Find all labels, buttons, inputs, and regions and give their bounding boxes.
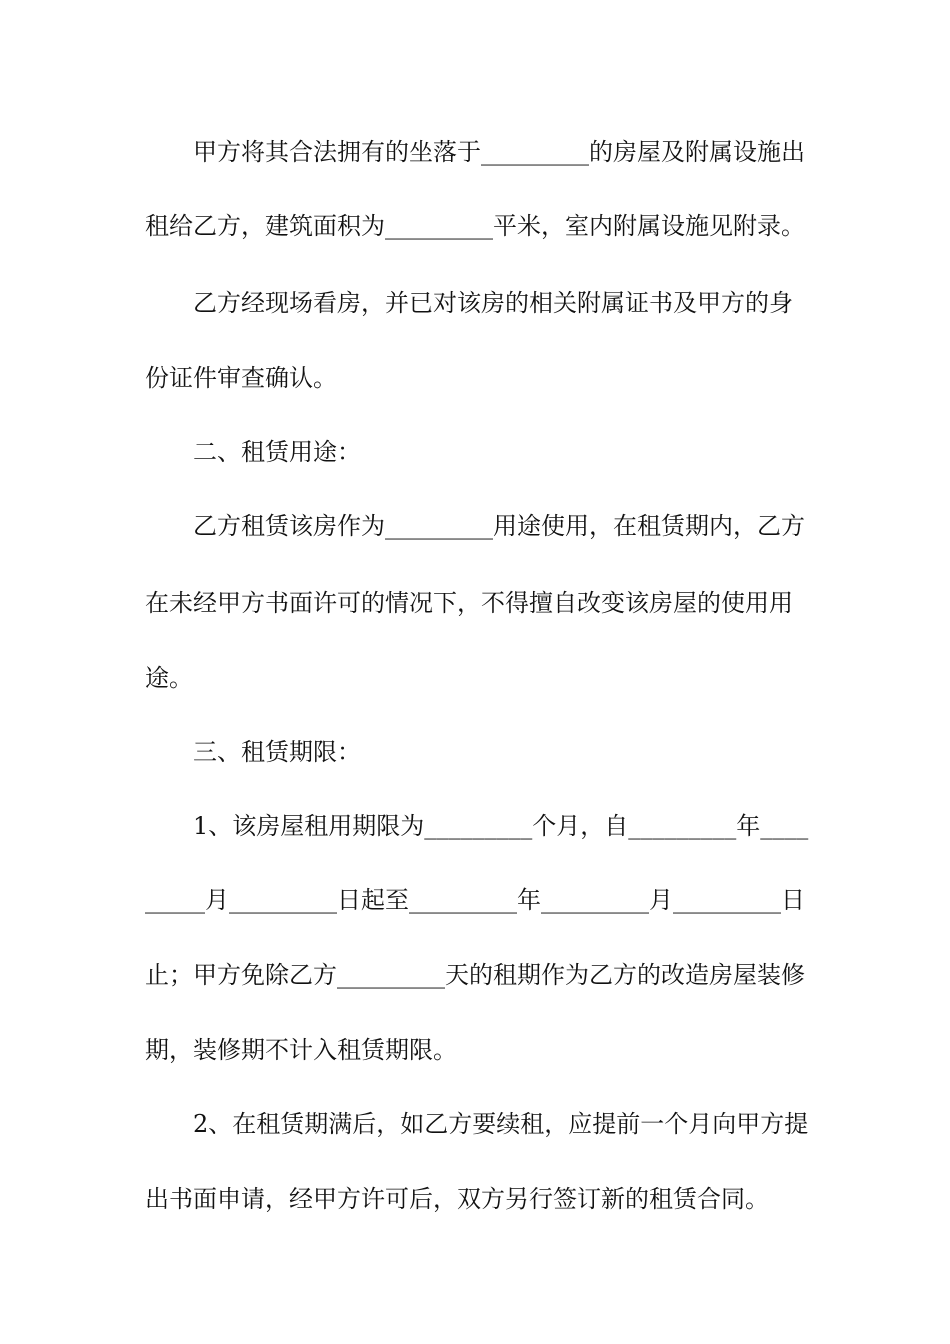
text-line: 乙方经现场看房，并已对该房的相关附属证书及甲方的身: [145, 289, 793, 317]
text-line: 甲方将其合法拥有的坐落于_________的房屋及附属设施出: [145, 138, 805, 166]
section-heading: 二、租赁用途：: [145, 438, 361, 466]
text-line: _____月_________日起至_________年_________月_________日: [145, 886, 805, 914]
text-line: 1、该房屋租用期限为_________个月，自_________年____: [145, 812, 809, 840]
text-line: 止；甲方免除乙方_________天的租期作为乙方的改造房屋装修: [145, 961, 805, 989]
text-line: 在未经甲方书面许可的情况下，不得擅自改变该房屋的使用用: [145, 589, 793, 617]
text-line: 期，装修期不计入租赁期限。: [145, 1036, 457, 1064]
text-line: 途。: [145, 664, 193, 692]
text-line: 出书面申请，经甲方许可后，双方另行签订新的租赁合同。: [145, 1185, 769, 1213]
section-heading: 三、租赁期限：: [145, 738, 361, 766]
text-line: 租给乙方，建筑面积为_________平米，室内附属设施见附录。: [145, 212, 805, 240]
text-line: 乙方租赁该房作为_________用途使用，在租赁期内，乙方: [145, 512, 805, 540]
text-line: 份证件审查确认。: [145, 364, 337, 392]
text-line: 2、在租赁期满后，如乙方要续租，应提前一个月向甲方提: [145, 1110, 809, 1138]
